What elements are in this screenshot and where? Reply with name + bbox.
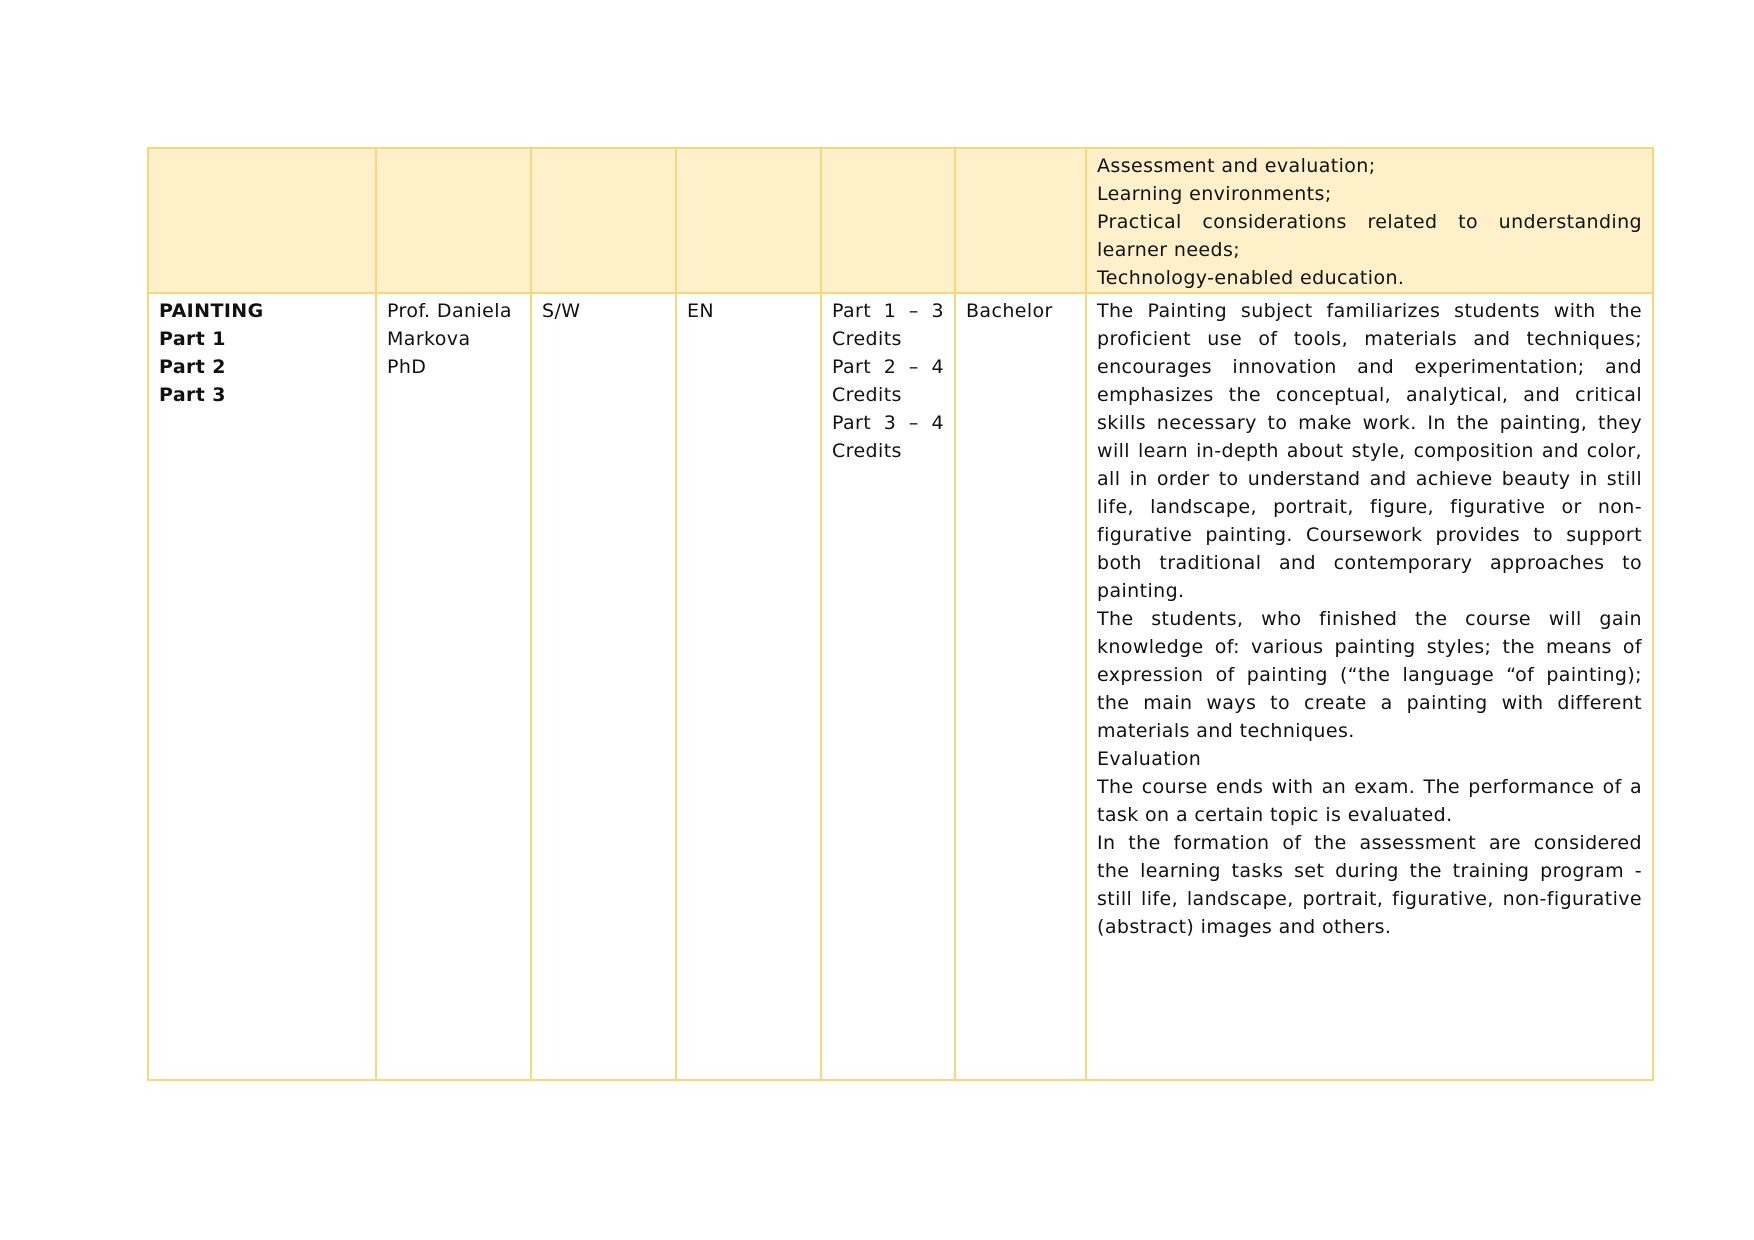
description-line: The course ends with an exam. The performance of a xyxy=(1097,776,1642,798)
description-line: Assessment and evaluation; xyxy=(1097,155,1376,177)
subject-part-2: Part 2 xyxy=(159,356,226,378)
lecturer-line: PhD xyxy=(387,356,427,378)
description-line: expression of painting (“the language “of painting); xyxy=(1097,664,1642,686)
description-line: skills necessary to make work. In the painting, they xyxy=(1097,412,1642,434)
credits-line: Credits xyxy=(832,384,902,406)
cell-semester xyxy=(531,293,676,1080)
cell-lecturer-empty xyxy=(376,148,531,293)
cell-language-empty xyxy=(676,148,821,293)
table-row-continuation xyxy=(148,148,1653,293)
description-line: painting. xyxy=(1097,580,1185,602)
cell-lecturer xyxy=(376,293,531,1080)
cell-subject-empty xyxy=(148,148,376,293)
credits-line: Credits xyxy=(832,328,902,350)
credits-line: Part 3 – 4 xyxy=(832,412,944,434)
description-line: the main ways to create a painting with different xyxy=(1097,692,1642,714)
description-line: Technology-enabled education. xyxy=(1097,267,1405,289)
description-line: will learn in-depth about style, composition and color, xyxy=(1097,440,1642,462)
description-line: materials and techniques. xyxy=(1097,720,1355,742)
cell-level xyxy=(955,293,1086,1080)
cell-credits xyxy=(821,293,955,1080)
description-line: emphasizes the conceptual, analytical, and critical xyxy=(1097,384,1642,406)
description-line: In the formation of the assessment are considered xyxy=(1097,832,1642,854)
cell-description xyxy=(1086,293,1653,1080)
lecturer-line: Prof. Daniela xyxy=(387,300,512,322)
description-line: figurative painting. Coursework provides to support xyxy=(1097,524,1642,546)
lecturer-line: Markova xyxy=(387,328,471,350)
description-line: still life, landscape, portrait, figurative, non-figurative xyxy=(1097,888,1642,910)
credits-line: Credits xyxy=(832,440,902,462)
subject-part-1: Part 1 xyxy=(159,328,226,350)
subject-title: PAINTING xyxy=(159,300,264,322)
description-line: knowledge of: various painting styles; the means of xyxy=(1097,636,1642,658)
course-table xyxy=(147,147,1654,1081)
description-line: (abstract) images and others. xyxy=(1097,916,1392,938)
cell-language xyxy=(676,293,821,1080)
description-line: the learning tasks set during the training program - xyxy=(1097,860,1642,882)
cell-semester-empty xyxy=(531,148,676,293)
description-line: proficient use of tools, materials and techniques; xyxy=(1097,328,1642,350)
cell-level-empty xyxy=(955,148,1086,293)
level-value: Bachelor xyxy=(966,300,1053,322)
description-line: The students, who finished the course will gain xyxy=(1097,608,1642,630)
cell-description-continuation xyxy=(1086,148,1653,293)
description-line: task on a certain topic is evaluated. xyxy=(1097,804,1453,826)
description-line: encourages innovation and experimentation; and xyxy=(1097,356,1642,378)
description-lines xyxy=(1097,297,1642,941)
description-line: both traditional and contemporary approaches to xyxy=(1097,552,1642,574)
credits-line: Part 1 – 3 xyxy=(832,300,944,322)
cell-credits-empty xyxy=(821,148,955,293)
description-line: Practical considerations related to understanding xyxy=(1097,211,1642,233)
semester-value: S/W xyxy=(542,300,581,322)
table-row-painting xyxy=(148,293,1653,1080)
credits-line: Part 2 – 4 xyxy=(832,356,944,378)
description-lines xyxy=(1097,152,1642,292)
description-line: Learning environments; xyxy=(1097,183,1332,205)
description-line: Evaluation xyxy=(1097,748,1202,770)
description-line: all in order to understand and achieve beauty in still xyxy=(1097,468,1642,490)
subject-part-3: Part 3 xyxy=(159,384,226,406)
description-line: learner needs; xyxy=(1097,239,1241,261)
language-value: EN xyxy=(687,300,715,322)
description-line: life, landscape, portrait, figure, figurative or non- xyxy=(1097,496,1642,518)
credits-lines xyxy=(832,297,944,465)
description-line: The Painting subject familiarizes students with the xyxy=(1097,300,1642,322)
cell-subject xyxy=(148,293,376,1080)
